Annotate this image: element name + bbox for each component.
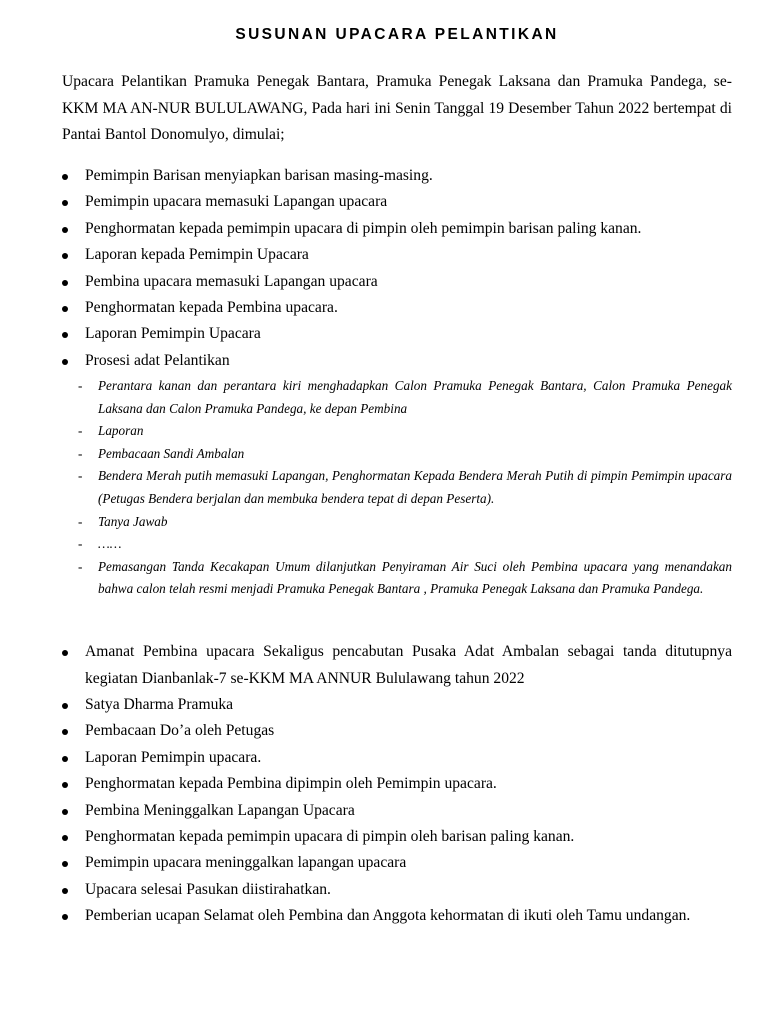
bullet-icon	[62, 809, 68, 815]
sub-list-item-text: Bendera Merah putih memasuki Lapangan, Penghormatan Kepada Bendera Merah Putih di pimpin Pemimpin upacara (Petugas Bendera berjalan dan membuka bendera tepat di depan Peserta).	[98, 468, 732, 506]
sub-list-item-text: ……	[98, 536, 122, 552]
bullet-icon	[62, 782, 68, 788]
sub-list-item	[78, 465, 732, 510]
list-item	[62, 242, 732, 268]
list-item-text: Pembina Meninggalkan Lapangan Upacara	[85, 801, 355, 819]
bullet-icon	[62, 650, 68, 656]
list-item	[62, 269, 732, 295]
dash-marker: -	[78, 378, 83, 393]
sub-list-item	[78, 375, 732, 420]
list-item-text: Laporan Pemimpin Upacara	[85, 325, 261, 343]
list-item-text: Amanat Pembina upacara Sekaligus pencabutan Pusaka Adat Ambalan sebagai tanda ditutupnya kegiatan Dianbanlak-7 se-KKM MA ANNUR Bululawang tahun 2022	[85, 643, 732, 687]
list-item	[62, 903, 732, 930]
list-item-text: Laporan kepada Pemimpin Upacara	[85, 246, 309, 264]
list-item-text: Penghormatan kepada Pembina dipimpin oleh Pemimpin upacara.	[85, 775, 497, 793]
dash-marker: -	[78, 468, 83, 484]
bullet-icon	[62, 861, 68, 867]
sub-list-item-text: Pembacaan Sandi Ambalan	[98, 445, 245, 461]
sub-list-item-text: Pemasangan Tanda Kecakapan Umum dilanjutkan Penyiraman Air Suci oleh Pembina upacara yang menandakan bahwa calon telah resmi menjadi Pramuka Penegak Bantara , Pramuka Penegak Laksana dan Pramuka Pandega.	[98, 558, 732, 597]
bullet-icon	[62, 756, 68, 762]
page-title: SUSUNAN UPACARA PELANTIKAN	[235, 26, 559, 43]
bullet-icon	[62, 253, 68, 259]
bullet-icon	[62, 703, 68, 709]
sub-list-item	[78, 556, 732, 601]
list-item	[62, 877, 732, 903]
list-item	[62, 692, 732, 718]
sub-list-item	[78, 511, 732, 534]
list-item-text: Pemberian ucapan Selamat oleh Pembina dan Anggota kehormatan di ikuti oleh Tamu undangan.	[85, 907, 691, 925]
list-item-text: Pembina upacara memasuki Lapangan upacara	[85, 272, 378, 290]
bullet-icon	[62, 359, 68, 365]
sub-list-item	[78, 533, 732, 556]
list-item	[62, 745, 732, 771]
list-item-text: Penghormatan kepada pemimpin upacara di pimpin oleh pemimpin barisan paling kanan.	[85, 219, 642, 237]
list-item-text: Penghormatan kepada Pembina upacara.	[85, 299, 338, 317]
list-item-text: Upacara selesai Pasukan diistirahatkan.	[85, 880, 331, 898]
sub-list-item-text: Laporan	[98, 423, 144, 439]
dash-marker: -	[78, 423, 83, 439]
list-item-text: Penghormatan kepada pemimpin upacara di pimpin oleh barisan paling kanan.	[85, 828, 575, 846]
bullet-icon	[62, 835, 68, 841]
sub-list-item-text: Tanya Jawab	[98, 513, 168, 529]
bullet-icon	[62, 914, 68, 920]
list-item-text: Satya Dharma Pramuka	[85, 696, 234, 713]
sub-list-item	[78, 443, 732, 466]
prosesi-substeps	[78, 375, 732, 601]
dash-marker: -	[78, 445, 83, 461]
list-item	[62, 295, 732, 321]
dash-marker: -	[78, 513, 83, 529]
list-item	[62, 216, 732, 242]
list-item	[62, 163, 732, 189]
list-item-text: Laporan Pemimpin upacara.	[85, 748, 262, 766]
sub-list-item-text: Perantara kanan dan perantara kiri menghadapkan Calon Pramuka Penegak Bantara, Calon Pramuka Penegak Laksana dan Calon Pramuka Pandega, ke depan Pembina	[98, 378, 732, 416]
bullet-icon	[62, 227, 68, 233]
list-item-text: Pemimpin Barisan menyiapkan barisan masing-masing.	[85, 167, 433, 184]
list-item	[62, 824, 732, 850]
list-item	[62, 189, 732, 215]
bullet-icon	[62, 280, 68, 286]
list-item	[62, 639, 732, 692]
bullet-icon	[62, 332, 68, 338]
list-item	[62, 771, 732, 797]
bullet-icon	[62, 174, 68, 180]
list-item	[62, 321, 732, 347]
intro-paragraph: Upacara Pelantikan Pramuka Penegak Bantara, Pramuka Penegak Laksana dan Pramuka Pandega, se-KKM MA AN-NUR BULULAWANG, Pada hari ini Senin Tanggal 19 Desember Tahun 2022 bertempat di Pantai Bantol Donomulyo, dimulai;	[62, 73, 732, 143]
ceremony-steps-part2	[62, 639, 732, 930]
list-item	[62, 348, 732, 374]
bullet-icon	[62, 306, 68, 312]
list-item-text: Pemimpin upacara memasuki Lapangan upacara	[85, 193, 388, 211]
bullet-icon	[62, 200, 68, 206]
dash-marker: -	[78, 558, 83, 574]
list-item-text: Pembacaan Do’a oleh Petugas	[85, 722, 275, 740]
list-item-text: Prosesi adat Pelantikan	[85, 351, 230, 369]
list-item	[62, 850, 732, 876]
list-item	[62, 798, 732, 824]
sub-list-item	[78, 420, 732, 443]
ceremony-steps-part1	[62, 163, 732, 374]
bullet-icon	[62, 888, 68, 894]
dash-marker: -	[78, 536, 83, 552]
list-item	[62, 718, 732, 744]
bullet-icon	[62, 729, 68, 735]
list-item-text: Pemimpin upacara meninggalkan lapangan upacara	[85, 854, 407, 872]
